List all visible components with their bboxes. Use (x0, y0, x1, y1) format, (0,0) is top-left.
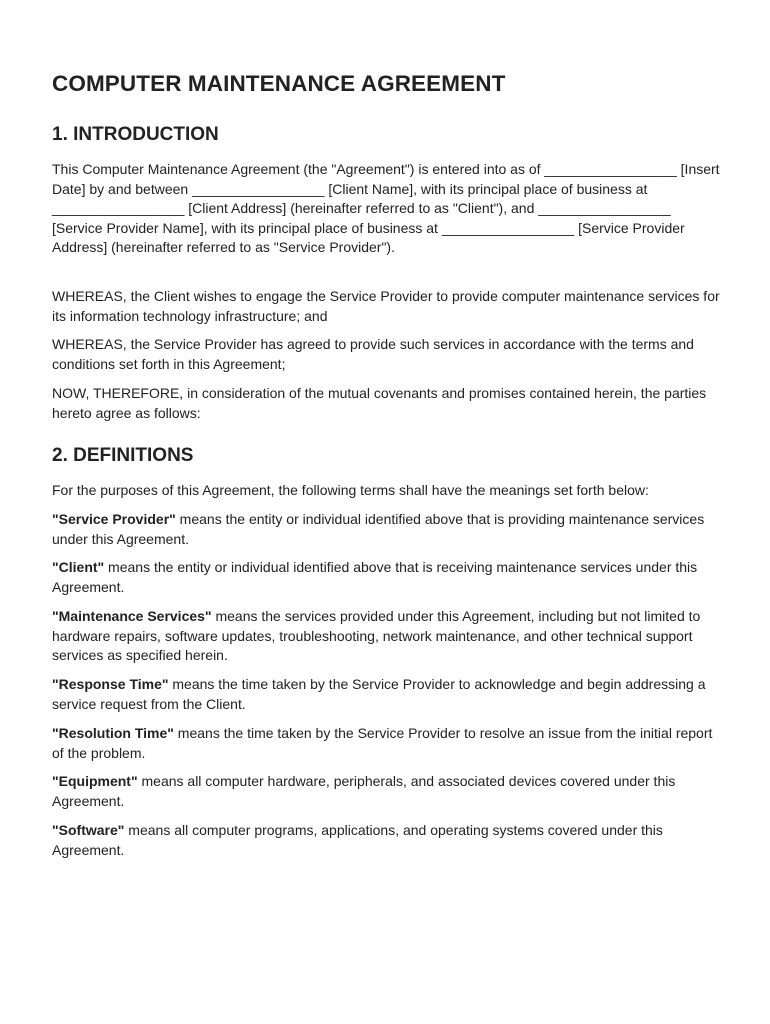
definitions-intro: For the purposes of this Agreement, the following terms shall have the meanings set forth below: (52, 482, 649, 498)
definition-term: "Maintenance Services" (52, 608, 212, 624)
definition-text: means the time taken by the Service Provider to resolve an issue from the initial report of the problem. (52, 725, 713, 761)
section-heading-definitions: 2. DEFINITIONS (52, 445, 194, 466)
definition-text: means the time taken by the Service Provider to acknowledge and begin addressing a service request from the Client. (52, 676, 706, 712)
definition-term: "Response Time" (52, 676, 169, 692)
introduction-paragraph: This Computer Maintenance Agreement (the "Agreement") is entered into as of _________________ [Insert Date] by and between _________________ [Client Name], with its principal place of business at _________________ [Client Address] (hereinafter referred to as "Client"), and _________________ [Service Provider Name], with its principal place of business at _________________ [Service Provider Address] (hereinafter referred to as "Service Provider"). (52, 161, 720, 255)
definition-term: "Equipment" (52, 773, 138, 789)
definition-term: "Resolution Time" (52, 725, 174, 741)
definition-text: means all computer hardware, peripherals, and associated devices covered under this Agreement. (52, 773, 676, 809)
now-therefore-paragraph: NOW, THEREFORE, in consideration of the mutual covenants and promises contained herein, the parties hereto agree as follows: (52, 385, 707, 421)
whereas-paragraph: WHEREAS, the Service Provider has agreed to provide such services in accordance with the terms and conditions set forth in this Agreement; (52, 336, 694, 372)
definition-item (52, 607, 722, 666)
definition-text: means the entity or individual identified above that is receiving maintenance services under this Agreement. (52, 559, 698, 595)
definition-item (52, 772, 722, 811)
definition-text: means all computer programs, applications, and operating systems covered under this Agreement. (52, 822, 663, 858)
definition-item (52, 724, 722, 763)
whereas-paragraph: WHEREAS, the Client wishes to engage the Service Provider to provide computer maintenance services for its information technology infrastructure; and (52, 288, 720, 324)
definition-item (52, 821, 722, 860)
document-title: COMPUTER MAINTENANCE AGREEMENT (52, 71, 506, 96)
section-heading-introduction: 1. INTRODUCTION (52, 124, 219, 145)
definition-term: "Service Provider" (52, 511, 176, 527)
definition-term: "Software" (52, 822, 125, 838)
definition-text: means the services provided under this Agreement, including but not limited to hardware repairs, software updates, troubleshooting, network maintenance, and other technical support services as specified herein. (52, 608, 701, 663)
definition-term: "Client" (52, 559, 105, 575)
definition-item (52, 558, 722, 597)
definition-item (52, 510, 722, 549)
definition-text: means the entity or individual identified above that is providing maintenance services under this Agreement. (52, 511, 705, 547)
definition-item (52, 675, 722, 714)
